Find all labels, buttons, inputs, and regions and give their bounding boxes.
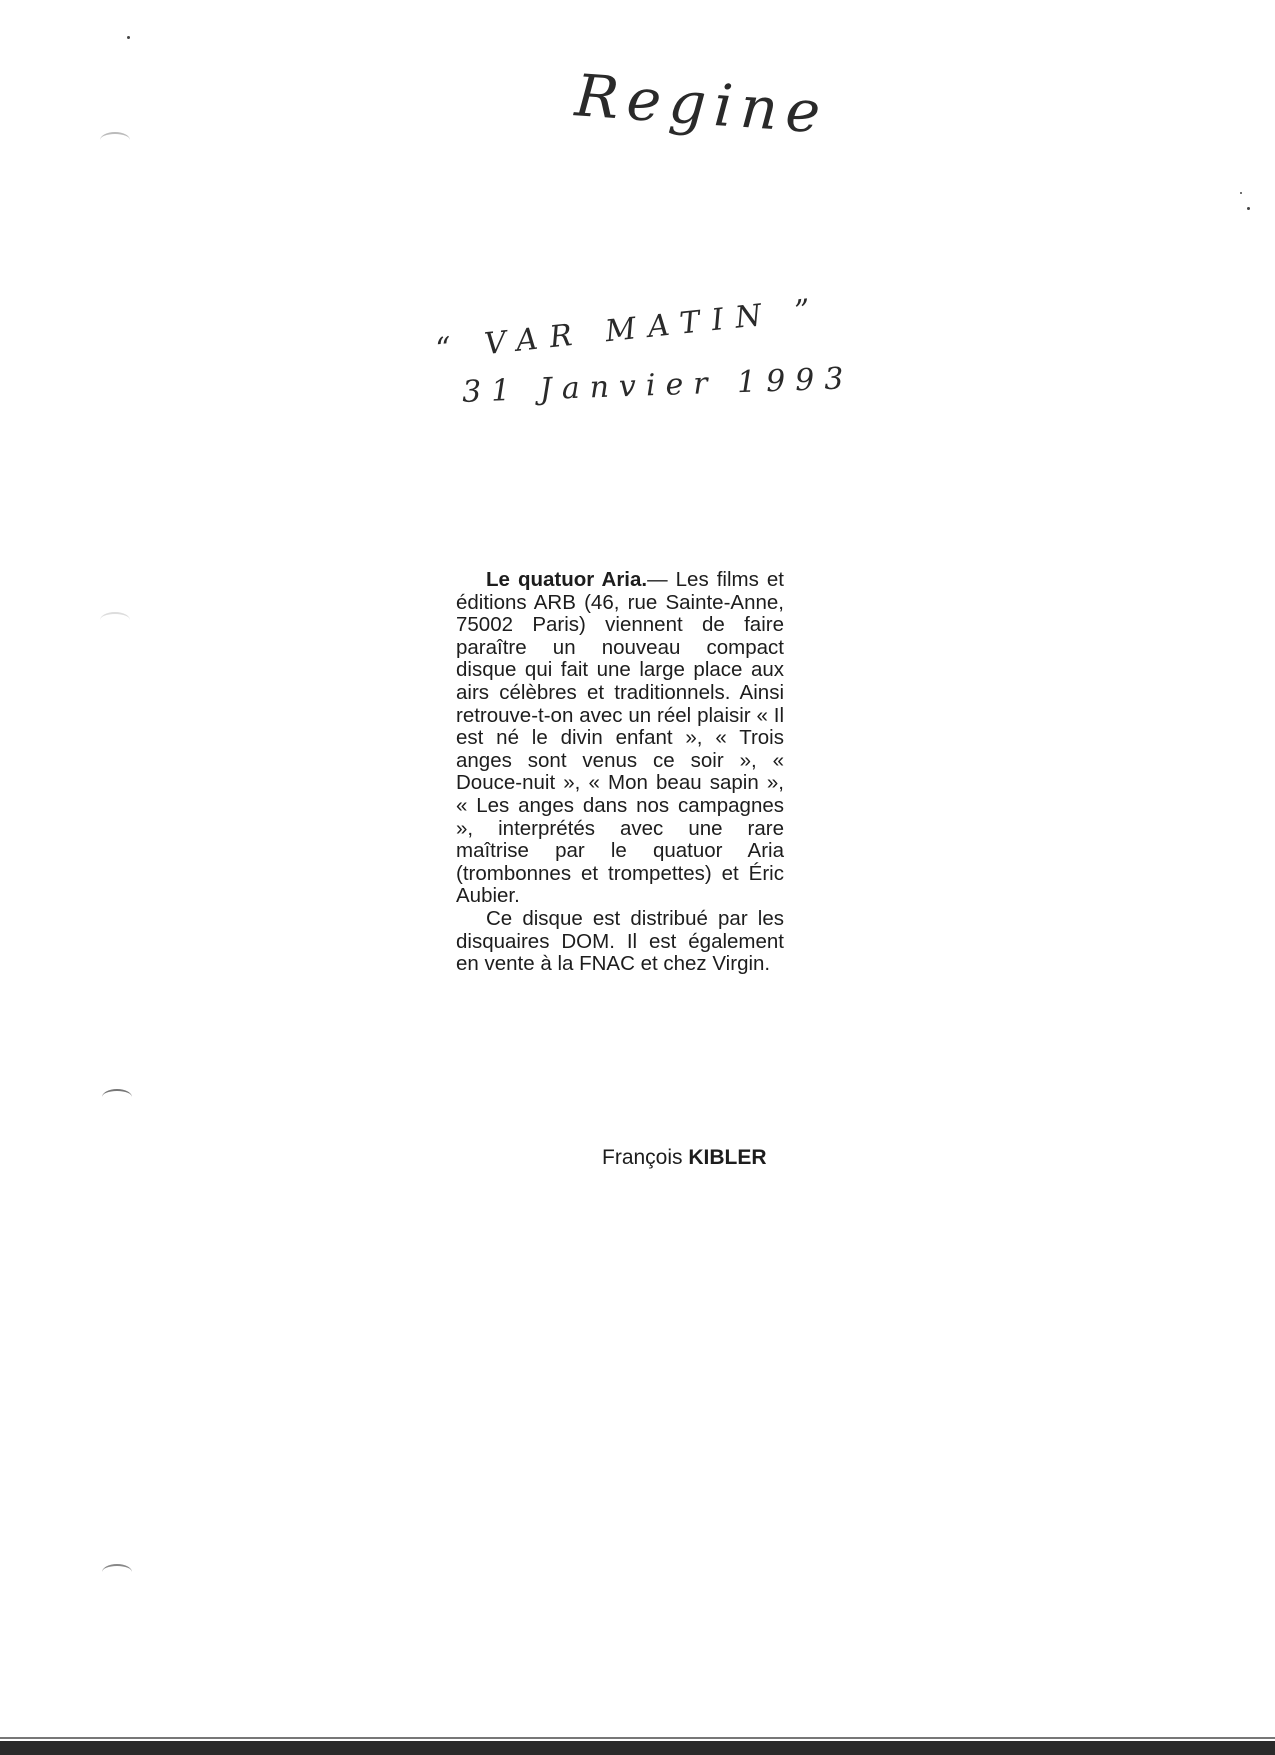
article-paragraph-2: Ce disque est distribué par les disquaires DOM. Il est également en vente à la FNAC et chez Virgin. — [456, 906, 784, 976]
handwritten-date: 31 Janvier 1993 — [461, 361, 854, 410]
handwritten-source: “ VAR MATIN ” — [434, 291, 824, 368]
binder-hole-mark — [102, 1089, 132, 1105]
scan-speck — [1240, 192, 1242, 194]
binder-hole-mark — [100, 132, 130, 148]
scan-speck — [1247, 207, 1250, 210]
newspaper-clipping — [456, 569, 784, 976]
article-body-1: — Les films et éditions ARB (46, rue Sainte-Anne, 75002 Paris) viennent de faire paraître un nouveau compact disque qui fait une large place aux airs célèbres et traditionnels. Ainsi retrouve-t-on avec un réel plaisir « Il est né le divin enfant », « Trois anges sont venus ce soir », « Douce-nuit », « Mon beau sapin », « Les anges dans nos campagnes », interprétés avec une rare maîtrise par le quatuor Aria (trombonnes et trompettes) et Éric Aubier. — [456, 568, 784, 908]
handwritten-name: Regine — [572, 61, 831, 147]
author-surname: KIBLER — [688, 1146, 767, 1169]
binder-hole-mark — [100, 612, 130, 628]
scan-speck — [127, 36, 130, 39]
author-signature — [602, 1146, 767, 1170]
scan-bottom-edge — [0, 1741, 1275, 1755]
author-first-name: François — [602, 1146, 683, 1169]
article-paragraph-1 — [456, 569, 784, 908]
binder-hole-mark — [102, 1564, 132, 1580]
article-lead: Le quatuor Aria. — [486, 568, 648, 591]
